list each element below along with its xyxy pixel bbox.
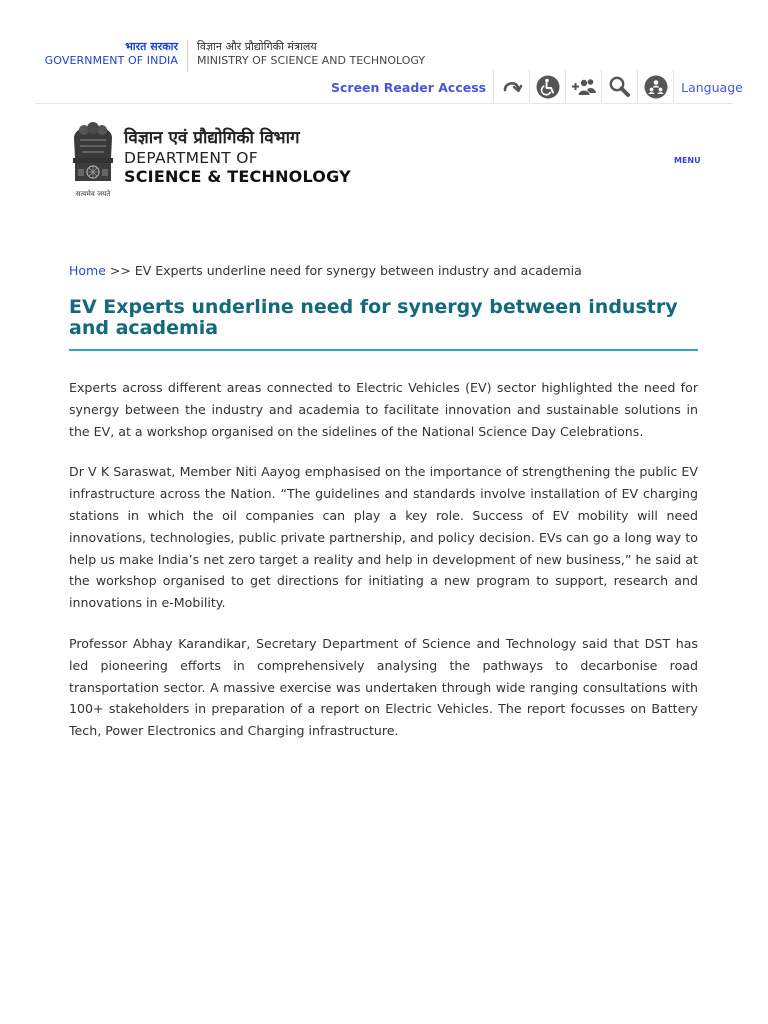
breadcrumb [69, 263, 582, 278]
department-name-line1: DEPARTMENT OF [124, 149, 258, 167]
header-divider [187, 40, 188, 72]
language-selector[interactable]: Language [681, 79, 743, 95]
page-title: EV Experts underline need for synergy between industry and academia [69, 296, 678, 339]
accessibility-icon[interactable] [530, 70, 566, 104]
social-icon[interactable] [638, 70, 674, 104]
article-paragraph: Professor Abhay Karandikar, Secretary Department of Science and Technology said that DST has led pioneering efforts in comprehensively analysing the pathways to decarbonise road transportation sector. A massive exercise was undertaken through wide ranging consultations with 100+ stakeholders in preparation of a report on Electric Vehicles. The report focusses on Battery Tech, Power Electronics and Charging infrastructure. [69, 635, 698, 739]
government-of-india-label[interactable] [45, 40, 178, 68]
screen-reader-access-link[interactable]: Screen Reader Access [324, 70, 494, 104]
menu-button[interactable]: MENU [674, 156, 701, 165]
accessibility-toolbar [324, 70, 750, 104]
header-divider-line [35, 103, 733, 104]
skip-to-content-icon[interactable] [494, 70, 530, 104]
national-emblem-logo[interactable] [70, 118, 116, 202]
department-hindi-name: विज्ञान एवं प्रौद्योगिकी विभाग [124, 128, 300, 148]
breadcrumb-separator: >> [109, 263, 131, 278]
satyamev-jayate-motto: सत्यमेव जयते [75, 190, 111, 198]
ministry-label[interactable] [197, 40, 425, 68]
article-body [69, 377, 698, 761]
breadcrumb-current: EV Experts underline need for synergy between industry and academia [134, 263, 582, 278]
department-name-line2: SCIENCE & TECHNOLOGY [124, 167, 351, 186]
ministry-english-text: MINISTRY OF SCIENCE AND TECHNOLOGY [197, 54, 426, 67]
article-paragraph: Dr V K Saraswat, Member Niti Aayog emphasised on the importance of strengthening the public EV infrastructure across the Nation. “The guidelines and standards involve installation of EV charging stations in which the oil companies can play a key role. Success of EV mobility will need innovations, technologies, public private partnership, and policy decision. EVs can go a long way to help us make India’s net zero target a reality and help in development of new business,” he said at the workshop organised to get directions for initiating a new program to support, research and innovations in e-Mobility. [69, 464, 698, 611]
title-underline [69, 349, 698, 351]
government-hindi-text: भारत सरकार [125, 40, 178, 53]
sitemap-icon[interactable] [566, 70, 602, 104]
breadcrumb-home-link[interactable]: Home [69, 263, 106, 278]
search-icon[interactable] [602, 70, 638, 104]
article-paragraph: Experts across different areas connected to Electric Vehicles (EV) sector highlighted the need for synergy between the industry and academia to facilitate innovation and sustainable solutions in the EV, at a workshop organised on the sidelines of the National Science Day Celebrations. [69, 380, 698, 439]
ministry-hindi-text: विज्ञान और प्रौद्योगिकी मंत्रालय [197, 40, 317, 53]
government-english-text: GOVERNMENT OF INDIA [44, 54, 178, 67]
department-logo-text[interactable] [124, 128, 351, 187]
government-header-strip [0, 40, 768, 74]
